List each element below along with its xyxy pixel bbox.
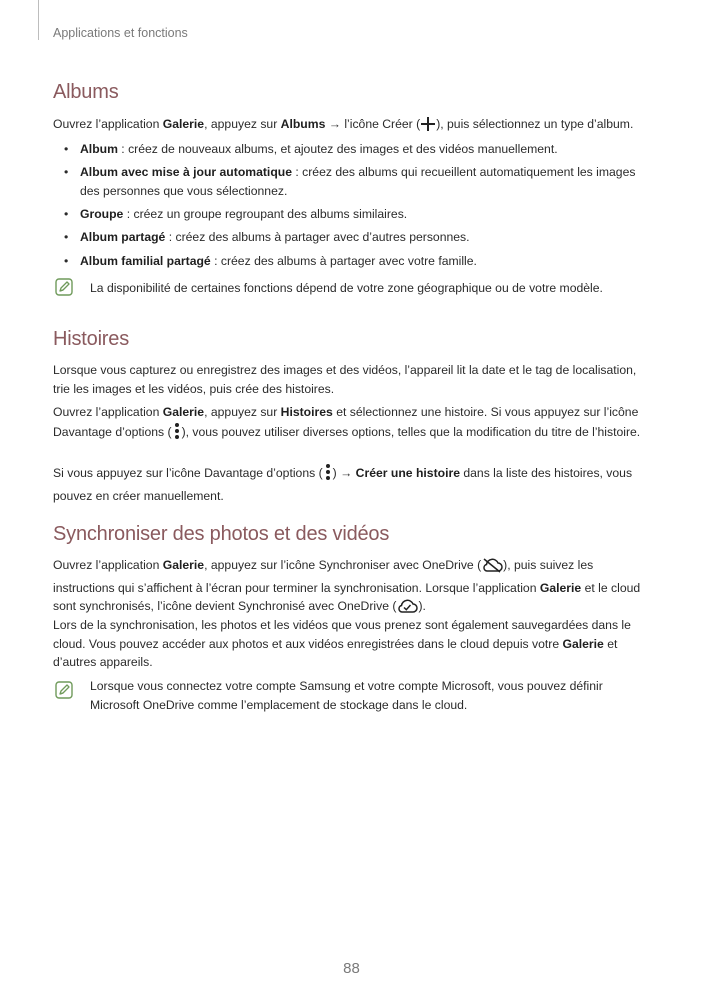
- albums-note: La disponibilité de certaines fonctions dépend de votre zone géographique ou de votre modèle.: [90, 281, 603, 295]
- note-icon: [55, 681, 73, 699]
- sync-p1: Ouvrez l’application Galerie, appuyez sur l’icône Synchroniser avec OneDrive ( ), puis suivez les instructions qui s’affichent à l’écran pour terminer la synchronisation. Lorsque l’application Galerie et le cloud sont synchronisés, l’icône devient Synchronisé avec OneDrive ( ).: [53, 556, 653, 620]
- list-item: Album avec mise à jour automatique : créez des albums qui recueillent automatiquement les images des personnes que vous sélectionnez.: [80, 165, 636, 198]
- header-section: Applications et fonctions: [53, 26, 188, 40]
- histoires-p3: Si vous appuyez sur l’icône Davantage d’options ( ) → Créer une histoire dans la liste des histoires, vous pouvez en créer manuellement.: [53, 463, 653, 505]
- list-item: Groupe : créez un groupe regroupant des albums similaires.: [80, 207, 408, 221]
- sync-p2: Lors de la synchronisation, les photos et les vidéos que vous prenez sont également sauvegardées dans le cloud. Vous pouvez accéder aux photos et aux vidéos enregistrées dans le cloud depuis votre Galerie et d’autres appareils.: [53, 618, 631, 669]
- sync-note: Lorsque vous connectez votre compte Samsung et votre compte Microsoft, vous pouvez définir Microsoft OneDrive comme l’emplacement de stockage dans le cloud.: [90, 679, 603, 712]
- histoires-p1: Lorsque vous capturez ou enregistrez des images et des vidéos, l’appareil lit la date et le tag de localisation, trie les images et les vidéos, puis crée des histoires.: [53, 363, 637, 396]
- bullet: •: [64, 230, 69, 244]
- list-item: Album partagé : créez des albums à partager avec d’autres personnes.: [80, 230, 470, 244]
- list-item: Album familial partagé : créez des albums à partager avec votre famille.: [80, 254, 477, 268]
- page-number: 88: [343, 960, 360, 977]
- histoires-heading: Histoires: [53, 328, 129, 350]
- more-options-icon: [172, 422, 182, 446]
- bullet: •: [64, 254, 69, 268]
- cloud-sync-off-icon: [481, 557, 503, 579]
- sync-heading: Synchroniser des photos et des vidéos: [53, 523, 390, 545]
- more-options-icon: [323, 463, 333, 487]
- note-icon: [55, 278, 73, 296]
- bullet: •: [64, 165, 69, 179]
- add-icon: [420, 116, 436, 138]
- list-item: Album : créez de nouveaux albums, et ajoutez des images et des vidéos manuellement.: [80, 142, 558, 156]
- albums-heading: Albums: [53, 81, 119, 103]
- histoires-p2: Ouvrez l’application Galerie, appuyez sur Histoires et sélectionnez une histoire. Si vous appuyez sur l’icône Davantage d’options ( ), vous pouvez utiliser diverses options, telles que la modification du titre de l’histoire.: [53, 403, 653, 445]
- header-rule: [38, 0, 39, 40]
- bullet: •: [64, 207, 69, 221]
- albums-intro: Ouvrez l’application Galerie, appuyez sur Albums → l’icône Créer ( ), puis sélectionnez un type d’album.: [53, 115, 653, 138]
- bullet: •: [64, 142, 69, 156]
